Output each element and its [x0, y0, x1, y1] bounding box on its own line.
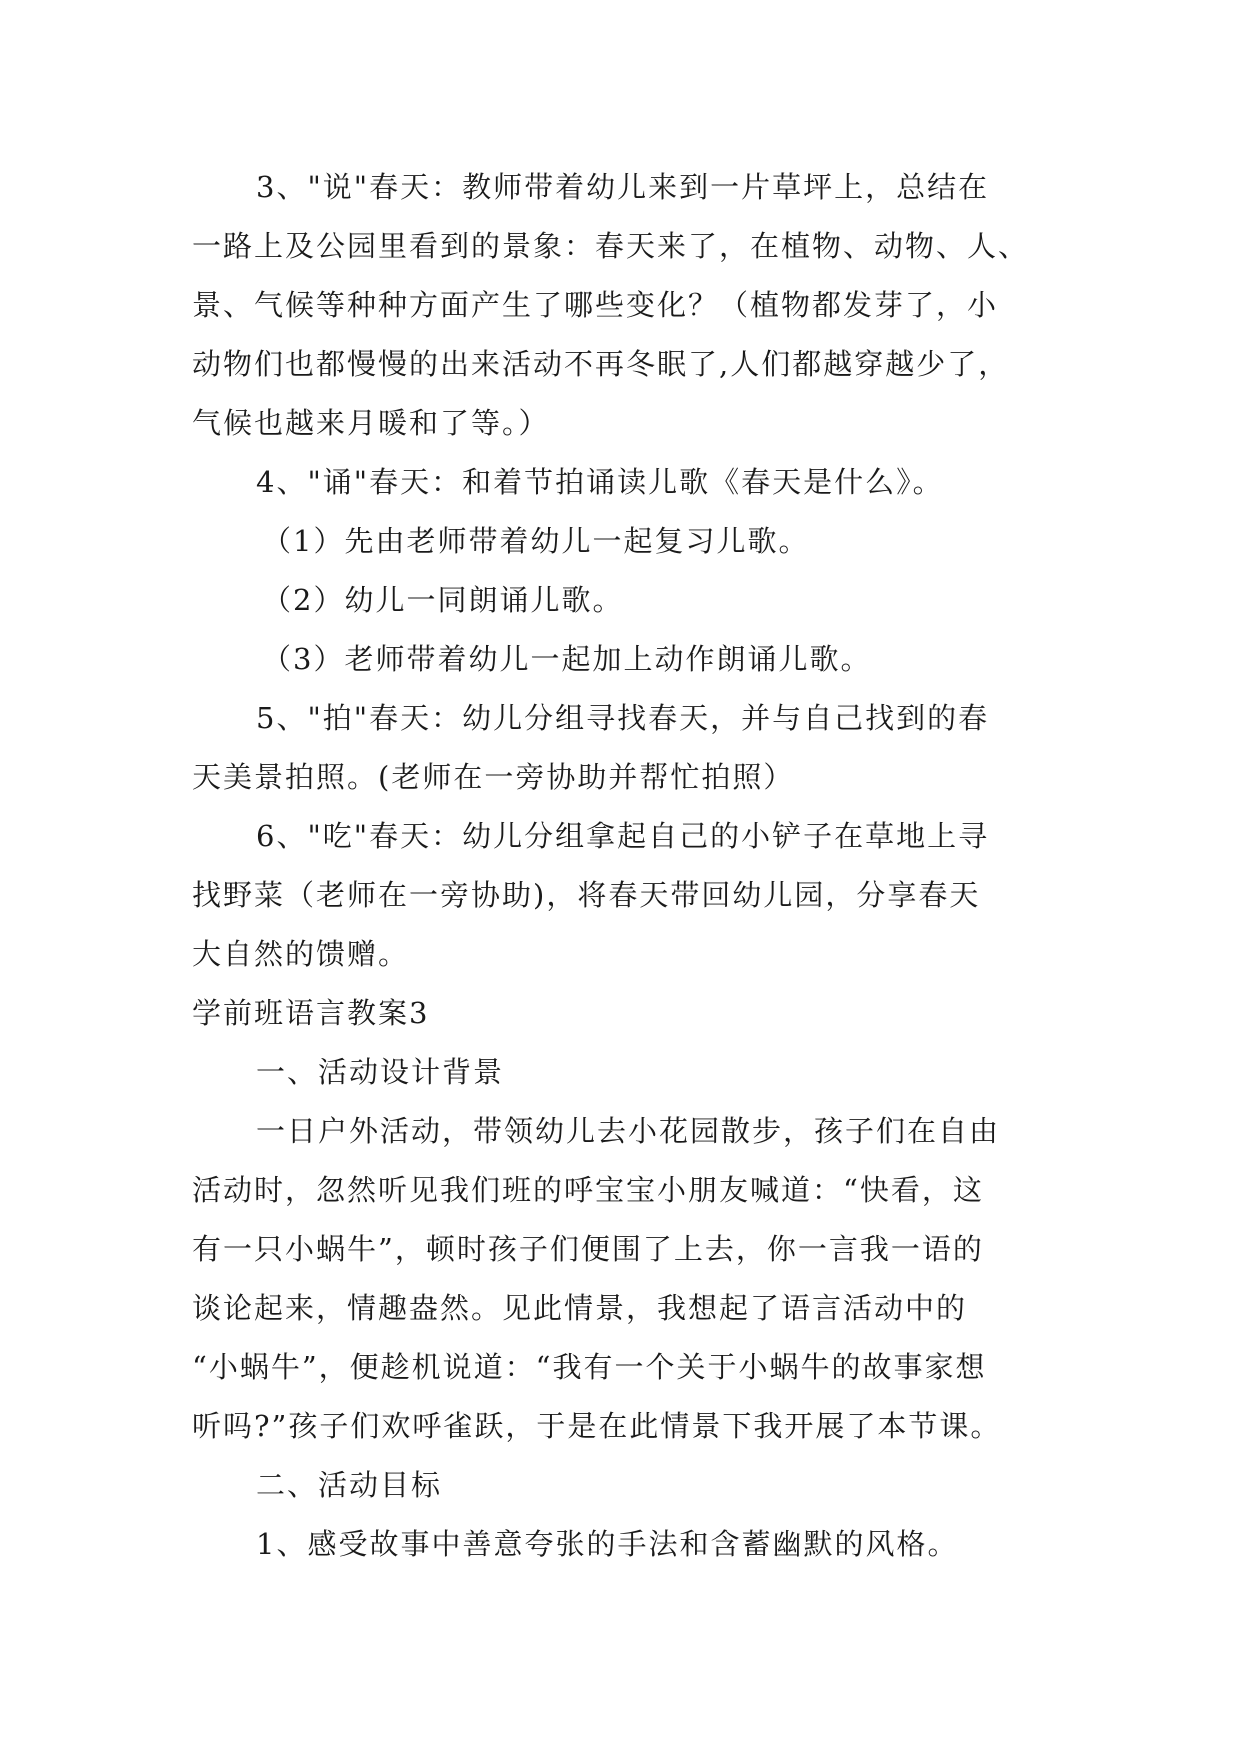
paragraph-line: 6、"吃"春天：幼儿分组拿起自己的小铲子在草地上寻: [256, 819, 990, 853]
paragraph-line: 气候也越来月暖和了等。）: [192, 406, 550, 440]
paragraph-line: 听吗?”孩子们欢呼雀跃，于是在此情景下我开展了本节课。: [192, 1409, 1002, 1443]
paragraph-line: 一日户外活动，带领幼儿去小花园散步，孩子们在自由: [256, 1114, 1001, 1148]
paragraph-line: 找野菜（老师在一旁协助)，将春天带回幼儿园，分享春天: [192, 878, 981, 912]
paragraph-line: 3、"说"春天：教师带着幼儿来到一片草坪上，总结在: [256, 170, 990, 204]
section-heading: 二、活动目标: [256, 1468, 443, 1502]
section-title: 学前班语言教案3: [192, 996, 430, 1030]
paragraph-line: 天美景拍照。(老师在一旁协助并帮忙拍照）: [192, 760, 795, 794]
paragraph-line: 动物们也都慢慢的出来活动不再冬眠了,人们都越穿越少了，: [192, 347, 1010, 381]
list-item: （1）先由老师带着幼儿一起复习儿歌。: [262, 524, 810, 558]
paragraph-line: 4、"诵"春天：和着节拍诵读儿歌《春天是什么》。: [256, 465, 944, 499]
paragraph-line: 谈论起来，情趣盎然。见此情景，我想起了语言活动中的: [192, 1291, 968, 1325]
document-body: [192, 158, 1072, 1574]
paragraph-line: “小蜗牛”，便趁机说道：“我有一个关于小蜗牛的故事家想: [192, 1350, 987, 1384]
paragraph-line: 1、感受故事中善意夸张的手法和含蓄幽默的风格。: [256, 1527, 959, 1561]
paragraph-line: 5、"拍"春天：幼儿分组寻找春天，并与自己找到的春: [256, 701, 990, 735]
paragraph-line: 一路上及公园里看到的景象：春天来了，在植物、动物、人、: [192, 229, 1030, 263]
paragraph-line: 有一只小蜗牛”，顿时孩子们便围了上去，你一言我一语的: [192, 1232, 984, 1266]
paragraph-line: 大自然的馈赠。: [192, 937, 410, 971]
list-item: （3）老师带着幼儿一起加上动作朗诵儿歌。: [262, 642, 872, 676]
list-item: （2）幼儿一同朗诵儿歌。: [262, 583, 624, 617]
paragraph-line: 活动时，忽然听见我们班的呼宝宝小朋友喊道：“快看，这: [192, 1173, 984, 1207]
section-heading: 一、活动设计背景: [256, 1055, 505, 1089]
paragraph-line: 景、气候等种种方面产生了哪些变化？（植物都发芽了，小: [192, 288, 999, 322]
